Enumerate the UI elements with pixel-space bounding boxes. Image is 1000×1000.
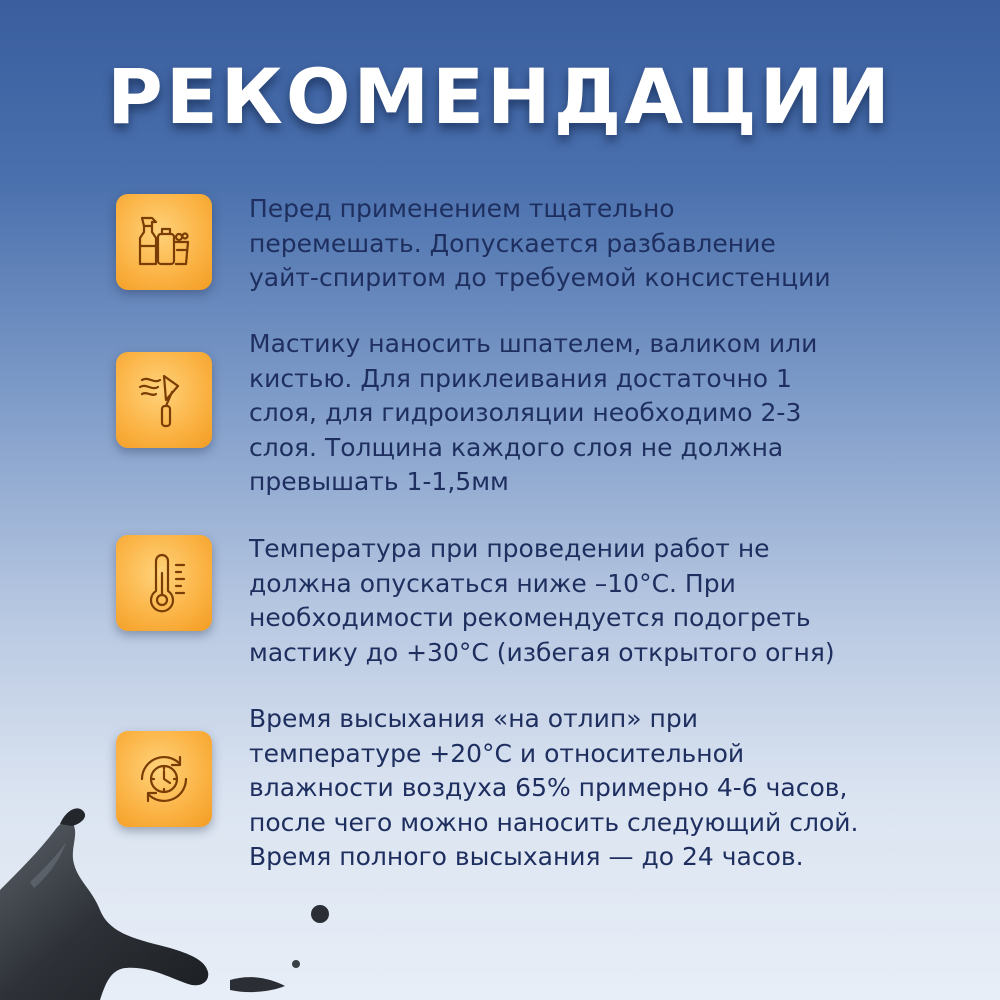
text-line: влажности воздуха 65% примерно 4-6 часов, [249,773,848,802]
recommendation-text [249,192,949,296]
text-line: кистью. Для приклеивания достаточно 1 [249,363,792,393]
cleaning-supplies-icon [116,194,212,290]
recommendation-text [249,327,949,500]
text-line: Время полного высыхания — до 24 часов. [249,842,804,871]
text-line: Температура при проведении работ не [249,534,770,563]
page-title: РЕКОМЕНДАЦИИ [107,52,893,141]
text-line: температуре +20°C и относительной [249,738,745,768]
text-line: после чего можно наносить следующий слой. [249,807,859,837]
text-line: мастику до +30°C (избегая открытого огня) [249,637,835,667]
recommendation-text [249,532,949,670]
trowel-icon [116,352,212,448]
mastic-splash-decoration [0,790,360,1000]
text-line: уайт-спиритом до требуемой консистенции [249,263,831,292]
text-line: должна опускаться ниже –10°C. При [249,568,736,598]
text-line: Перед применением тщательно [249,194,675,223]
text-line: Мастику наносить шпателем, валиком или [249,329,818,358]
text-line: слоя, для гидроизоляции необходимо 2-3 [249,398,802,427]
text-line: превышать 1-1,5мм [249,467,509,496]
thermometer-icon [116,535,212,631]
text-line: необходимости рекомендуется подогреть [249,603,811,632]
text-line: перемешать. Допускается разбавление [249,228,776,258]
text-line: слоя. Толщина каждого слоя не должна [249,432,784,462]
text-line: Время высыхания «на отлип» при [249,704,698,733]
